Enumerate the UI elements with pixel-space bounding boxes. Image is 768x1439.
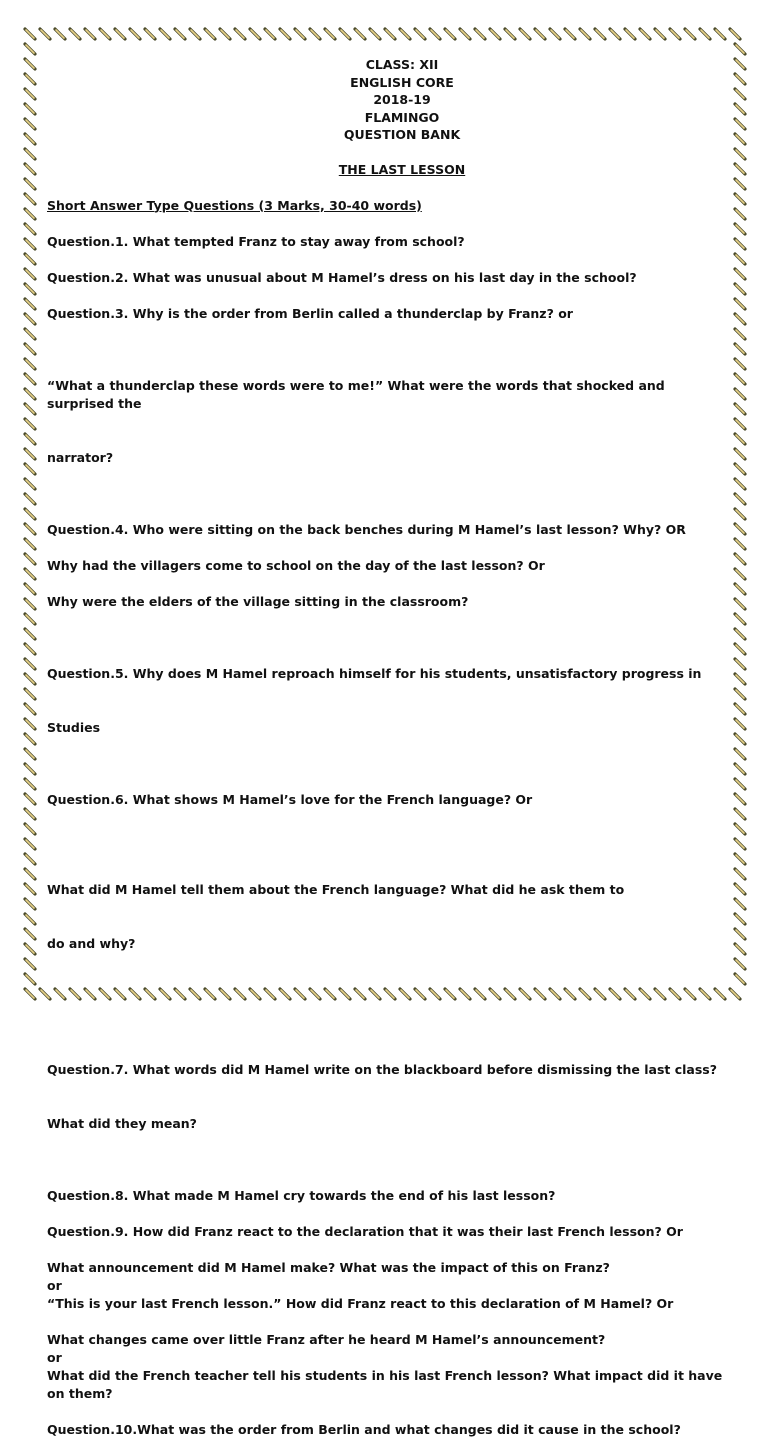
pencil-mark bbox=[25, 344, 35, 354]
pencil-mark bbox=[735, 824, 745, 834]
pencil-mark bbox=[25, 359, 35, 369]
pencil-mark bbox=[25, 254, 35, 264]
pencil-mark bbox=[25, 824, 35, 834]
pencil-mark bbox=[25, 539, 35, 549]
pencil-mark bbox=[25, 524, 35, 534]
question-9-alternate-1: What announcement did M Hamel make? What was the impact of this on Franz? bbox=[47, 1259, 610, 1275]
pencil-mark bbox=[265, 29, 275, 39]
pencil-mark bbox=[735, 239, 745, 249]
pencil-mark bbox=[735, 254, 745, 264]
pencil-mark bbox=[370, 29, 380, 39]
pencil-mark bbox=[735, 464, 745, 474]
pencil-mark bbox=[40, 29, 50, 39]
question-4-alternate-2: Why were the elders of the village sitting in the classroom? bbox=[47, 593, 469, 609]
pencil-mark bbox=[25, 419, 35, 429]
pencil-mark bbox=[415, 29, 425, 39]
pencil-mark bbox=[70, 29, 80, 39]
pencil-mark bbox=[580, 29, 590, 39]
pencil-mark bbox=[735, 149, 745, 159]
pencil-mark bbox=[735, 539, 745, 549]
pencil-mark bbox=[25, 269, 35, 279]
pencil-mark bbox=[25, 314, 35, 324]
pencil-mark bbox=[735, 224, 745, 234]
pencil-mark bbox=[735, 599, 745, 609]
pencil-mark bbox=[505, 29, 515, 39]
pencil-mark bbox=[735, 389, 745, 399]
pencil-mark bbox=[735, 704, 745, 714]
pencil-mark bbox=[735, 359, 745, 369]
question-6-alternate-line-2: do and why? bbox=[47, 935, 136, 951]
pencil-mark bbox=[735, 449, 745, 459]
pencil-mark bbox=[25, 944, 35, 954]
pencil-mark bbox=[25, 689, 35, 699]
pencil-mark bbox=[310, 29, 320, 39]
pencil-mark bbox=[735, 44, 745, 54]
question-4: Question.4. Who were sitting on the back benches during M Hamel’s last lesson? Why? OR bbox=[47, 521, 686, 537]
question-2: Question.2. What was unusual about M Hamel’s dress on his last day in the school? bbox=[47, 269, 637, 285]
question-9-alternate-4: What did the French teacher tell his students in his last French lesson? What impact did it have on them? bbox=[47, 1367, 727, 1401]
pencil-mark bbox=[735, 644, 745, 654]
pencil-mark bbox=[735, 119, 745, 129]
pencil-mark bbox=[25, 794, 35, 804]
question-9: Question.9. How did Franz react to the declaration that it was their last French lesson? Or bbox=[47, 1223, 683, 1239]
pencil-mark bbox=[735, 179, 745, 189]
pencil-mark bbox=[685, 29, 695, 39]
pencil-mark bbox=[25, 479, 35, 489]
pencil-mark bbox=[625, 29, 635, 39]
pencil-mark bbox=[25, 494, 35, 504]
pencil-mark bbox=[735, 509, 745, 519]
class-label: CLASS: XII bbox=[365, 57, 439, 72]
pencil-mark bbox=[735, 689, 745, 699]
pencil-mark bbox=[730, 989, 740, 999]
pencil-mark bbox=[550, 29, 560, 39]
pencil-mark bbox=[145, 29, 155, 39]
pencil-mark bbox=[735, 374, 745, 384]
question-7 bbox=[47, 1025, 727, 1169]
pencil-mark bbox=[735, 749, 745, 759]
pencil-mark bbox=[25, 989, 35, 999]
question-3-alternate bbox=[47, 341, 727, 503]
pencil-mark bbox=[25, 749, 35, 759]
pencil-mark bbox=[25, 839, 35, 849]
pencil-mark bbox=[735, 854, 745, 864]
pencil-mark bbox=[190, 29, 200, 39]
pencil-mark bbox=[25, 599, 35, 609]
pencil-mark bbox=[25, 569, 35, 579]
question-5-line-2: Studies bbox=[47, 719, 101, 735]
pencil-mark bbox=[175, 29, 185, 39]
pencil-mark bbox=[325, 29, 335, 39]
pencil-mark bbox=[25, 974, 35, 984]
pencil-mark bbox=[220, 29, 230, 39]
pencil-mark bbox=[25, 74, 35, 84]
year-label: 2018-19 bbox=[373, 92, 431, 107]
question-7-line-1: Question.7. What words did M Hamel write on the blackboard before dismissing the last class? bbox=[47, 1061, 717, 1077]
pencil-mark bbox=[25, 464, 35, 474]
pencil-mark bbox=[735, 59, 745, 69]
pencil-mark bbox=[445, 29, 455, 39]
pencil-mark bbox=[735, 314, 745, 324]
pencil-mark bbox=[25, 659, 35, 669]
pencil-mark bbox=[25, 449, 35, 459]
pencil-mark bbox=[25, 674, 35, 684]
book-label: FLAMINGO bbox=[364, 109, 440, 125]
pencil-mark bbox=[130, 29, 140, 39]
question-6-alternate-line-1: What did M Hamel tell them about the French language? What did he ask them to bbox=[47, 881, 625, 897]
pencil-mark bbox=[100, 29, 110, 39]
question-9-alternate-3: What changes came over little Franz after he heard M Hamel’s announcement? bbox=[47, 1331, 606, 1347]
pencil-mark bbox=[730, 29, 740, 39]
pencil-mark bbox=[735, 419, 745, 429]
pencil-mark bbox=[25, 389, 35, 399]
pencil-mark bbox=[565, 29, 575, 39]
pencil-mark bbox=[735, 494, 745, 504]
question-6: Question.6. What shows M Hamel’s love for the French language? Or bbox=[47, 791, 533, 807]
pencil-mark bbox=[735, 899, 745, 909]
pencil-mark bbox=[25, 119, 35, 129]
pencil-mark bbox=[735, 194, 745, 204]
pencil-mark bbox=[735, 299, 745, 309]
pencil-mark bbox=[55, 29, 65, 39]
pencil-mark bbox=[25, 209, 35, 219]
pencil-mark bbox=[25, 854, 35, 864]
subject-label: ENGLISH CORE bbox=[350, 74, 454, 90]
pencil-mark bbox=[25, 149, 35, 159]
pencil-mark bbox=[25, 104, 35, 114]
pencil-mark bbox=[535, 29, 545, 39]
pencil-mark bbox=[735, 734, 745, 744]
pencil-mark bbox=[735, 524, 745, 534]
pencil-mark bbox=[85, 29, 95, 39]
pencil-mark bbox=[735, 794, 745, 804]
pencil-mark bbox=[735, 584, 745, 594]
pencil-mark bbox=[25, 899, 35, 909]
pencil-mark bbox=[460, 29, 470, 39]
pencil-mark bbox=[25, 509, 35, 519]
pencil-mark bbox=[25, 929, 35, 939]
pencil-mark bbox=[735, 764, 745, 774]
pencil-mark bbox=[520, 29, 530, 39]
pencil-mark bbox=[25, 914, 35, 924]
pencil-mark bbox=[735, 569, 745, 579]
pencil-mark bbox=[25, 704, 35, 714]
pencil-mark bbox=[25, 179, 35, 189]
pencil-mark bbox=[475, 29, 485, 39]
pencil-mark bbox=[735, 404, 745, 414]
pencil-mark bbox=[340, 29, 350, 39]
question-7-line-2: What did they mean? bbox=[47, 1115, 197, 1131]
question-10: Question.10.What was the order from Berlin and what changes did it cause in the school? bbox=[47, 1421, 681, 1437]
pencil-mark bbox=[400, 29, 410, 39]
pencil-mark bbox=[735, 164, 745, 174]
pencil-mark bbox=[25, 614, 35, 624]
pencil-mark bbox=[735, 74, 745, 84]
question-bank-page bbox=[47, 56, 727, 1437]
question-3-alternate-line-2: narrator? bbox=[47, 449, 114, 465]
pencil-mark bbox=[735, 959, 745, 969]
pencil-mark bbox=[640, 29, 650, 39]
chapter-title: THE LAST LESSON bbox=[338, 161, 466, 177]
pencil-mark bbox=[25, 89, 35, 99]
pencil-mark bbox=[700, 29, 710, 39]
pencil-mark bbox=[25, 629, 35, 639]
pencil-mark bbox=[490, 29, 500, 39]
question-4-alternate-1: Why had the villagers come to school on the day of the last lesson? Or bbox=[47, 557, 545, 573]
pencil-mark bbox=[735, 269, 745, 279]
pencil-mark bbox=[25, 869, 35, 879]
pencil-mark bbox=[25, 779, 35, 789]
pencil-mark bbox=[735, 329, 745, 339]
pencil-mark bbox=[25, 284, 35, 294]
pencil-mark bbox=[735, 914, 745, 924]
pencil-mark bbox=[25, 299, 35, 309]
pencil-mark bbox=[25, 329, 35, 339]
or-separator-1: or bbox=[47, 1277, 62, 1293]
question-5 bbox=[47, 629, 727, 773]
pencil-mark bbox=[25, 884, 35, 894]
pencil-mark bbox=[735, 674, 745, 684]
document-header bbox=[77, 56, 727, 144]
question-8: Question.8. What made M Hamel cry towards the end of his last lesson? bbox=[47, 1187, 556, 1203]
question-3-alternate-line-1: “What a thunderclap these words were to me!” What were the words that shocked and surprised the bbox=[47, 377, 670, 411]
pencil-mark bbox=[735, 89, 745, 99]
doc-type-label: QUESTION BANK bbox=[343, 127, 461, 142]
pencil-mark bbox=[25, 44, 35, 54]
pencil-mark bbox=[25, 239, 35, 249]
question-5-line-1: Question.5. Why does M Hamel reproach himself for his students, unsatisfactory progress in bbox=[47, 665, 702, 681]
pencil-mark bbox=[385, 29, 395, 39]
pencil-mark bbox=[25, 434, 35, 444]
pencil-mark bbox=[25, 134, 35, 144]
pencil-mark bbox=[735, 869, 745, 879]
pencil-mark bbox=[735, 614, 745, 624]
pencil-mark bbox=[735, 974, 745, 984]
pencil-mark bbox=[735, 779, 745, 789]
pencil-mark bbox=[25, 404, 35, 414]
pencil-mark bbox=[670, 29, 680, 39]
pencil-mark bbox=[735, 344, 745, 354]
pencil-mark bbox=[735, 929, 745, 939]
pencil-mark bbox=[430, 29, 440, 39]
pencil-mark bbox=[25, 959, 35, 969]
pencil-mark bbox=[25, 764, 35, 774]
pencil-mark bbox=[235, 29, 245, 39]
pencil-mark bbox=[115, 29, 125, 39]
pencil-mark bbox=[735, 134, 745, 144]
pencil-mark bbox=[715, 29, 725, 39]
pencil-mark bbox=[735, 479, 745, 489]
pencil-mark bbox=[25, 584, 35, 594]
pencil-mark bbox=[25, 644, 35, 654]
pencil-mark bbox=[355, 29, 365, 39]
pencil-mark bbox=[280, 29, 290, 39]
pencil-mark bbox=[735, 209, 745, 219]
pencil-mark bbox=[610, 29, 620, 39]
section-heading: Short Answer Type Questions (3 Marks, 30-40 words) bbox=[47, 197, 422, 213]
pencil-mark bbox=[655, 29, 665, 39]
pencil-mark bbox=[735, 884, 745, 894]
pencil-mark bbox=[735, 719, 745, 729]
pencil-mark bbox=[25, 719, 35, 729]
pencil-mark bbox=[735, 839, 745, 849]
pencil-mark bbox=[735, 809, 745, 819]
question-6-alternate bbox=[47, 845, 727, 989]
pencil-mark bbox=[595, 29, 605, 39]
pencil-mark bbox=[25, 59, 35, 69]
pencil-mark bbox=[735, 284, 745, 294]
pencil-mark bbox=[295, 29, 305, 39]
pencil-mark bbox=[160, 29, 170, 39]
pencil-mark bbox=[735, 434, 745, 444]
pencil-mark bbox=[25, 224, 35, 234]
pencil-mark bbox=[735, 659, 745, 669]
pencil-mark bbox=[25, 809, 35, 819]
question-3: Question.3. Why is the order from Berlin called a thunderclap by Franz? or bbox=[47, 305, 573, 321]
pencil-mark bbox=[205, 29, 215, 39]
pencil-mark bbox=[25, 194, 35, 204]
pencil-mark bbox=[735, 629, 745, 639]
pencil-mark bbox=[25, 734, 35, 744]
pencil-mark bbox=[25, 29, 35, 39]
pencil-mark bbox=[250, 29, 260, 39]
question-1: Question.1. What tempted Franz to stay away from school? bbox=[47, 233, 465, 249]
question-9-alternate-2: “This is your last French lesson.” How did Franz react to this declaration of M Hamel? Or bbox=[47, 1295, 674, 1311]
pencil-mark bbox=[735, 554, 745, 564]
pencil-mark bbox=[25, 554, 35, 564]
or-separator-2: or bbox=[47, 1349, 62, 1365]
pencil-mark bbox=[735, 104, 745, 114]
pencil-mark bbox=[25, 164, 35, 174]
pencil-mark bbox=[735, 944, 745, 954]
pencil-mark bbox=[25, 374, 35, 384]
